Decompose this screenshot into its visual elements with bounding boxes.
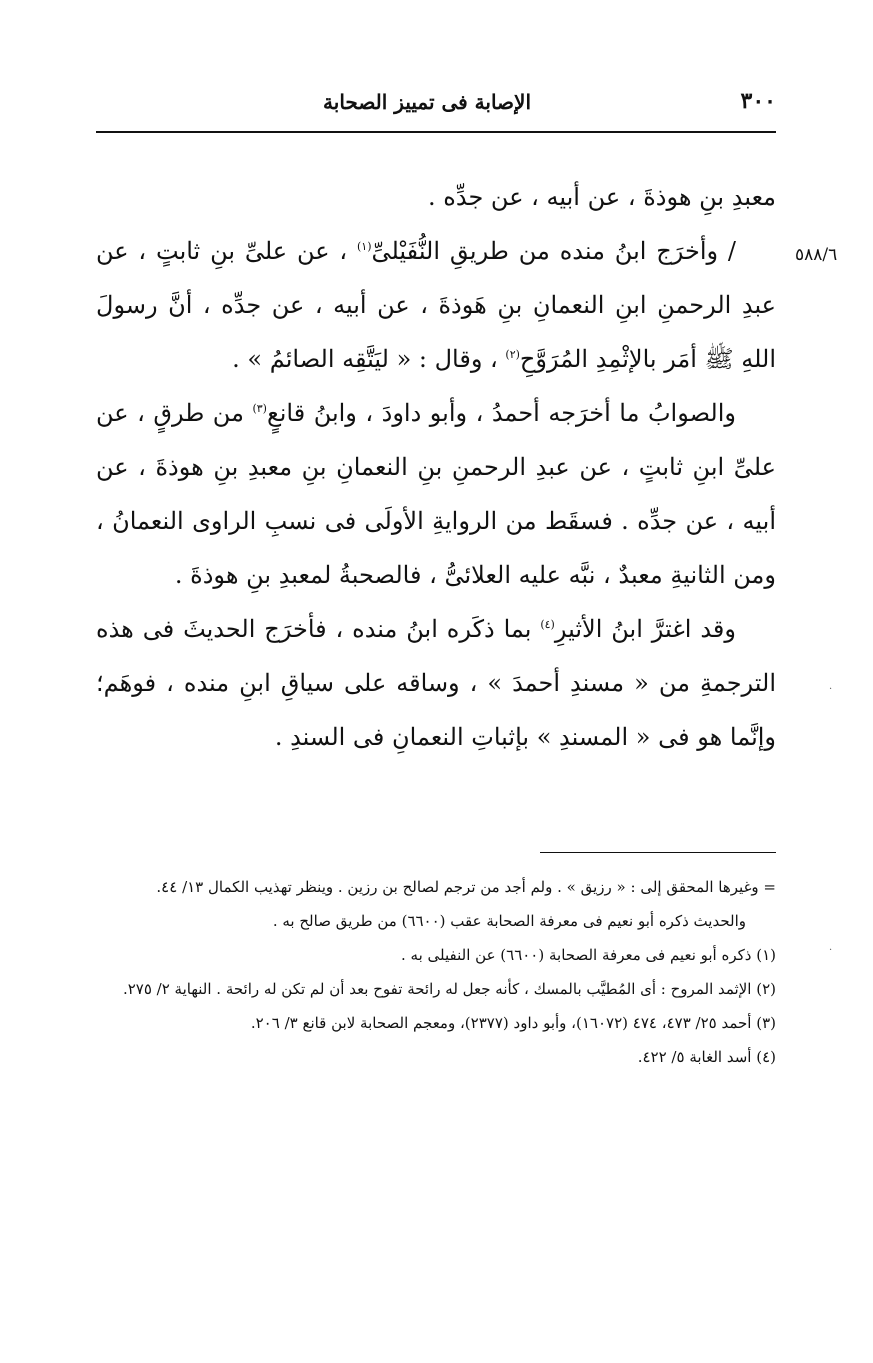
paragraph-2: [96, 224, 776, 386]
header-rule: [96, 131, 776, 133]
marginal-reference: ٥٨٨/٦: [795, 245, 838, 265]
paragraph-3-text-b: من طرقٍ ، عن علىِّ ابنِ ثابتٍ ، عن عبدِ الرحمنِ بنِ النعمانِ بنِ معبدِ بنِ هوذةَ ، عن أبيه ، عن جدِّه . فسقَط من الروايةِ الأولَى فى نسبِ الراوى النعمانُ ، ومن الثانيةِ معبدٌ ، نبَّه عليه العلائىُّ ، فالصحبةُ لمعبدِ بنِ هوذةَ .: [96, 399, 776, 589]
footnote-4: (٤) أسد الغابة ٥/ ٤٢٢.: [637, 1048, 776, 1066]
scan-speck: ·: [829, 684, 833, 695]
footnote-continuation: = وغيرها المحقق إلى : « رزيق » . ولم أجد من ترجم لصالح بن رزين . وينظر تهذيب الكمال ١٣/ ٤٤.: [156, 878, 776, 896]
footnote-2: (٢) الإثمد المروح : أى المُطيَّب بالمسك ، كأنه جعل له رائحة تفوح بعد أن لم تكن له رائحة . النهاية ٢/ ٢٧٥.: [122, 980, 776, 998]
paragraph-4-text-b: بما ذكَره ابنُ منده ، فأخرَج الحديثَ فى هذه الترجمةِ من « مسندِ أحمدَ » ، وساقه على سياقِ ابنِ منده ، فوهَم؛ وإنَّما هو فى « المسندِ » بإثباتِ النعمانِ فى السندِ .: [96, 615, 776, 751]
paragraph-4: [96, 602, 776, 764]
footnotes: [96, 872, 776, 1076]
paragraph-1: معبدِ بنِ هوذةَ ، عن أبيه ، عن جدِّه .: [428, 183, 776, 211]
scan-speck: ·: [829, 945, 833, 956]
page-number: ٣٠٠: [740, 88, 776, 114]
paragraph-2-text-a: / وأخرَج ابنُ منده من طريقِ النُّفَيْلىِّ: [371, 237, 737, 265]
paragraph-2-text-c: ، وقال : « ليَتَّقِه الصائمُ » .: [232, 345, 506, 373]
footnote-ref-4: (٤): [540, 618, 555, 631]
footnote-separator: [540, 852, 776, 853]
paragraph-3-text-a: والصوابُ ما أخرَجه أحمدُ ، وأبو داودَ ، وابنُ قانعٍ: [266, 399, 736, 427]
paragraph-4-text-a: وقد اغترَّ ابنُ الأثيرِ: [554, 615, 736, 643]
footnote-ref-3: (٣): [252, 402, 267, 415]
footnote-ref-1: (١): [356, 240, 372, 253]
paragraph-3: [96, 386, 776, 602]
paragraph-2-text-b: ، عن علىِّ بنِ ثابتٍ ، عن عبدِ الرحمنِ ابنِ النعمانِ بنِ هَوذةَ ، عن أبيه ، عن جدِّه ، أنَّ رسولَ اللهِ ﷺ أمَر بالإثْمِدِ المُرَوَّحِ: [96, 237, 777, 373]
main-text: [96, 170, 776, 764]
page-header: [96, 88, 776, 124]
running-title: الإصابة فى تمييز الصحابة: [323, 90, 531, 114]
footnote-continuation-2: والحديث ذكره أبو نعيم فى معرفة الصحابة عقب (٦٦٠٠) من طريق صالح به .: [272, 912, 746, 930]
footnote-3: (٣) أحمد ٢٥/ ٤٧٣، ٤٧٤ (١٦٠٧٢)، وأبو داود (٢٣٧٧)، ومعجم الصحابة لابن قانع ٣/ ٢٠٦.: [250, 1014, 776, 1032]
footnote-ref-2: (٢): [505, 348, 520, 361]
footnote-1: (١) ذكره أبو نعيم فى معرفة الصحابة (٦٦٠٠) عن النفيلى به .: [401, 946, 776, 964]
